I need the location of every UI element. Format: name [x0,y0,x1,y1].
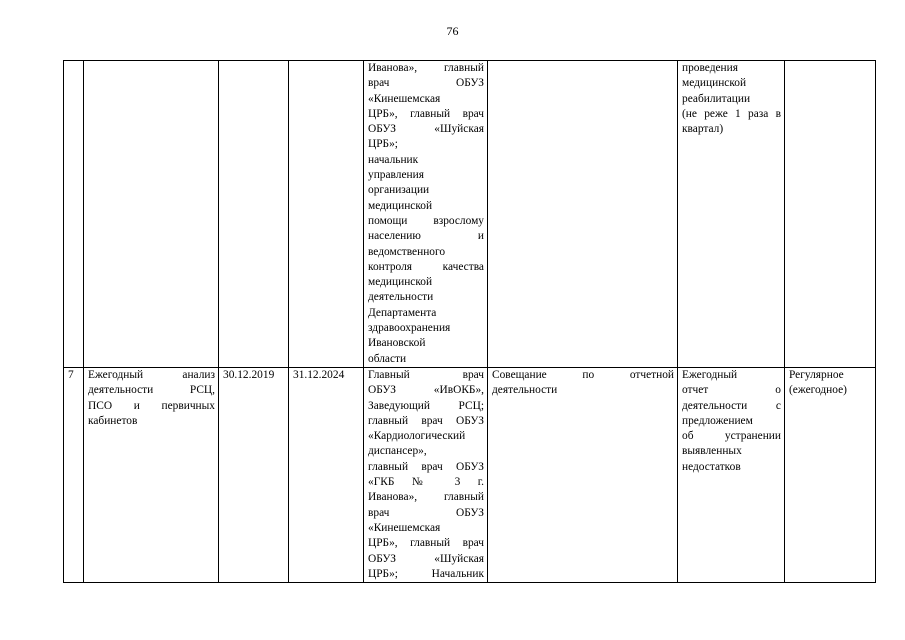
text-line: Департамента [368,306,437,319]
text-line: ЦРБ», главный врач [368,107,484,120]
text-line: деятельности [368,291,434,304]
cell-number [64,61,84,368]
page-number: 76 [446,24,459,38]
cell-start-date [219,61,289,368]
text-line: врач ОБУЗ [368,506,484,519]
text-line: реабилитации [682,92,751,105]
text-line: ЦРБ», главный врач [368,537,484,550]
text-line: ЦРБ»; [368,138,398,151]
text-line: начальник [368,153,419,166]
text-line: медицинской [682,77,747,90]
text-line: организации [368,184,430,197]
text-line: области [368,352,407,365]
text-line: ЦРБ»; Начальник [368,567,484,580]
text-line: «Кинешемская [368,521,441,534]
text-line: медицинской [368,199,433,212]
cell-end-date: 31.12.2024 [289,367,364,582]
text-line: предложением [682,414,753,427]
text-line: отчет о [682,384,781,397]
text-line: деятельности [492,384,558,397]
text-line: ОБУЗ «ИвОКБ», [368,384,484,397]
text-line: Заведующий РСЦ; [368,399,484,412]
text-line: управления [368,169,424,182]
text-line: Ежегодный [682,368,738,381]
text-line: ведомственного [368,245,446,258]
cell-end-date [289,61,364,368]
text-line: Ивановской [368,337,426,350]
text-line: деятельности РСЦ, [88,384,215,397]
text-line: квартал) [682,123,724,136]
table-row [64,61,876,368]
cell-responsible [364,61,488,368]
text-line: Главный врач [368,368,484,381]
text-line: деятельности с [682,399,781,412]
text-line: Иванова», главный [368,62,484,74]
cell-periodicity [785,367,876,582]
text-line: «ГКБ № 3 г. [368,476,484,489]
cell-periodicity [785,61,876,368]
text-line: медицинской [368,276,433,289]
cell-event [84,367,219,582]
text-line: Иванова», главный [368,491,484,504]
text-line: проведения [682,62,738,74]
text-line: (не реже 1 раза в [682,107,781,120]
text-line: (ежегодное) [789,384,847,397]
text-line: Регулярное [789,368,844,381]
text-line: Ежегодный анализ [88,368,215,381]
text-line: Совещание по отчетной [492,368,674,381]
cell-start-date: 30.12.2019 [219,367,289,582]
text-line: населению и [368,230,484,243]
text-line: выявленных [682,445,742,458]
text-line: «Кардиологический [368,430,466,443]
action-plan-table [63,60,876,583]
text-line: ОБУЗ «Шуйская [368,552,484,565]
text-line: главный врач ОБУЗ [368,414,484,427]
text-line: недостатков [682,460,741,473]
cell-number: 7 [64,367,84,582]
table-row [64,367,876,582]
cell-result [678,61,785,368]
text-line: здравоохранения [368,322,451,335]
cell-form [488,367,678,582]
text-line: кабинетов [88,414,138,427]
cell-result [678,367,785,582]
text-line: контроля качества [368,260,484,273]
text-line: главный врач ОБУЗ [368,460,484,473]
text-line: помощи взрослому [368,214,484,227]
text-line: диспансер», [368,445,427,458]
text-line: ПСО и первичных [88,399,215,412]
cell-form [488,61,678,368]
text-line: «Кинешемская [368,92,441,105]
text-line: об устранении [682,430,781,443]
text-line: ОБУЗ «Шуйская [368,123,484,136]
cell-event [84,61,219,368]
cell-responsible [364,367,488,582]
text-line: врач ОБУЗ [368,77,484,90]
